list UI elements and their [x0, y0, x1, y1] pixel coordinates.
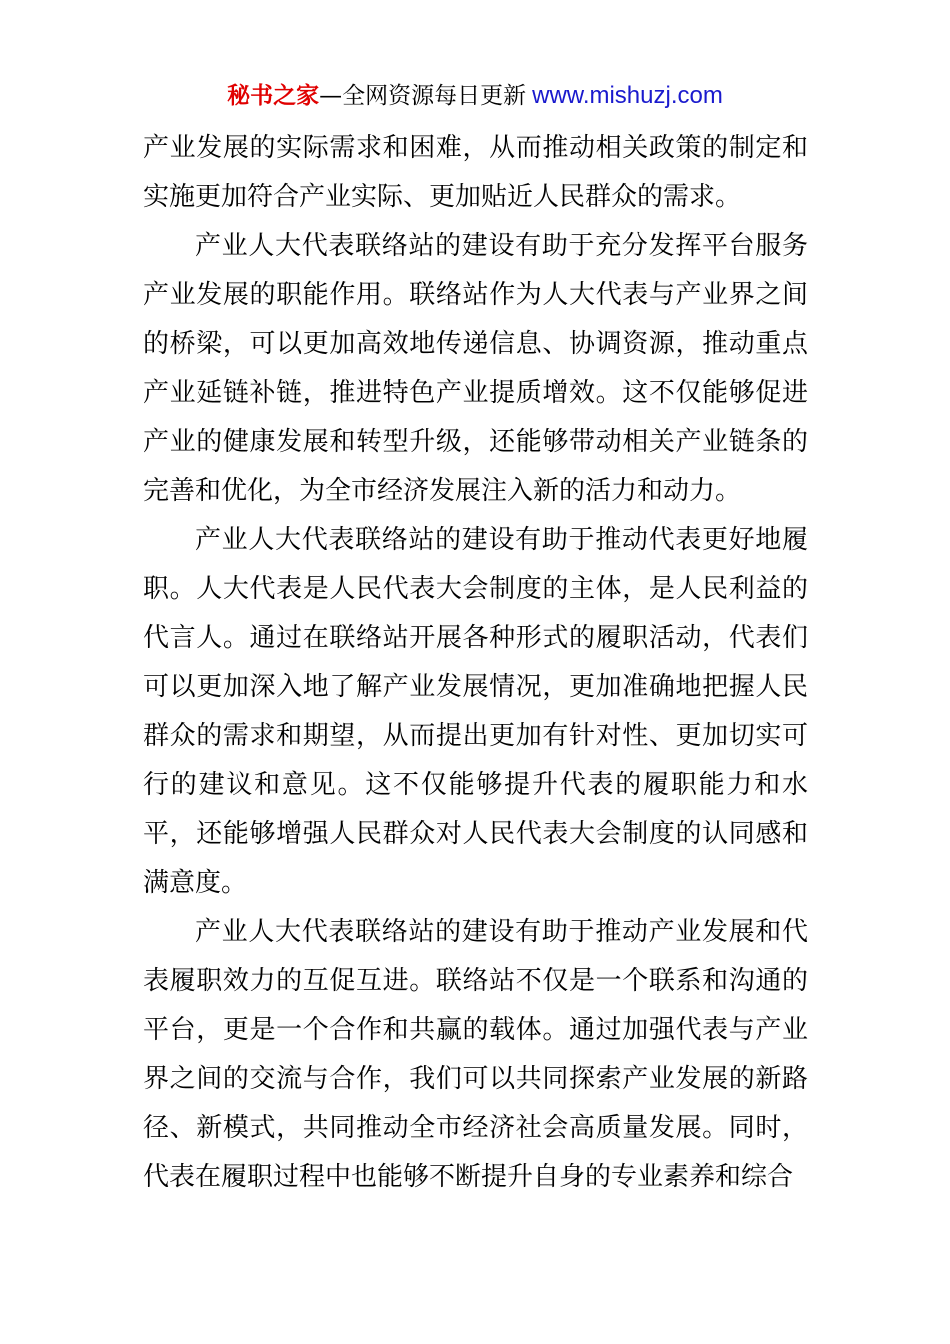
site-tagline: —全网资源每日更新	[319, 83, 527, 109]
paragraph-continued: 产业发展的实际需求和困难，从而推动相关政策的制定和实施更加符合产业实际、更加贴近人民群众的需求。	[143, 133, 808, 212]
document-body	[143, 124, 808, 1202]
site-brand: 秘书之家	[227, 83, 320, 109]
site-header	[0, 81, 950, 111]
site-url-link[interactable]: www.mishuzj.com	[532, 82, 723, 109]
paragraph: 产业人大代表联络站的建设有助于推动产业发展和代表履职效力的互促互进。联络站不仅是一个联系和沟通的平台，更是一个合作和共赢的载体。通过加强代表与产业界之间的交流与合作，我们可以共同探索产业发展的新路径、新模式，共同推动全市经济社会高质量发展。同时，代表在履职过程中也能够不断提升自身的专业素养和综合	[143, 917, 808, 1192]
paragraph: 产业人大代表联络站的建设有助于充分发挥平台服务产业发展的职能作用。联络站作为人大代表与产业界之间的桥梁，可以更加高效地传递信息、协调资源，推动重点产业延链补链，推进特色产业提质增效。这不仅能够促进产业的健康发展和转型升级，还能够带动相关产业链条的完善和优化，为全市经济发展注入新的活力和动力。	[143, 231, 808, 506]
paragraph: 产业人大代表联络站的建设有助于推动代表更好地履职。人大代表是人民代表大会制度的主体，是人民利益的代言人。通过在联络站开展各种形式的履职活动，代表们可以更加深入地了解产业发展情况，更加准确地把握人民群众的需求和期望，从而提出更加有针对性、更加切实可行的建议和意见。这不仅能够提升代表的履职能力和水平，还能够增强人民群众对人民代表大会制度的认同感和满意度。	[143, 525, 808, 898]
